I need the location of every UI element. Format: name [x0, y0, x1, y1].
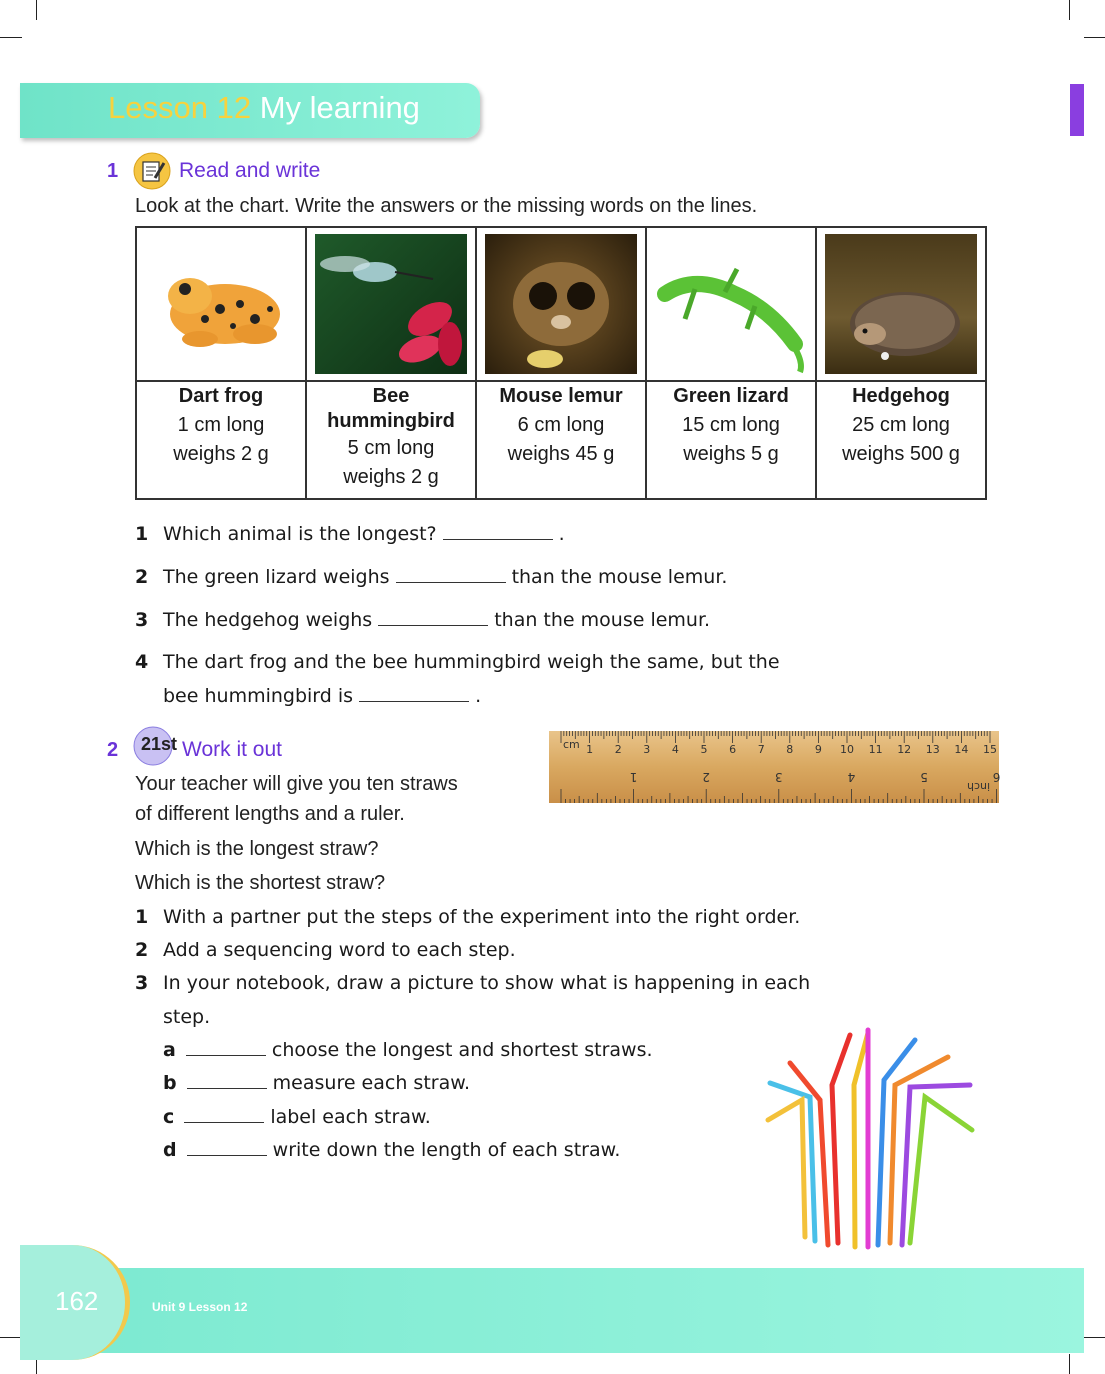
- crop-mark: [1084, 1337, 1105, 1338]
- step-number: 3: [135, 972, 149, 994]
- ruler-cm-label: 9: [814, 743, 822, 756]
- ruler-cm-label: 11: [868, 743, 883, 756]
- lesson-label: Lesson 12: [108, 90, 252, 125]
- animal-weight: weighs 5 g: [683, 443, 779, 465]
- intro-line-1: Your teacher will give you ten straws: [135, 773, 458, 795]
- question-3: [135, 609, 710, 631]
- prompt-shortest: Which is the shortest straw?: [135, 872, 386, 894]
- 21st-badge-label: 21st: [141, 734, 178, 754]
- sub-step-b: [163, 1072, 470, 1094]
- answer-blank[interactable]: [443, 525, 553, 540]
- animal-weight: weighs 500 g: [842, 443, 960, 465]
- sub-step-letter: d: [163, 1139, 177, 1161]
- animal-cell-dart-frog: [136, 381, 306, 499]
- animal-chart: [135, 226, 987, 500]
- step-3: [135, 972, 810, 994]
- intro-line-2: of different lengths and a ruler.: [135, 803, 405, 825]
- ruler-inch-label: 1: [629, 770, 638, 784]
- green-lizard-image: [655, 234, 807, 374]
- question-number: 2: [135, 566, 149, 588]
- answer-blank[interactable]: [396, 568, 506, 583]
- picture-cell: [306, 227, 476, 381]
- question-1: [135, 523, 565, 545]
- animal-weight: weighs 45 g: [507, 443, 615, 465]
- crop-mark: [1069, 0, 1070, 20]
- question-4-line2: [163, 685, 481, 707]
- step-1: [135, 906, 800, 928]
- ruler-inch-label: 4: [847, 770, 856, 784]
- question-text: bee hummingbird is: [163, 685, 354, 707]
- picture-cell: [136, 227, 306, 381]
- animal-length: 1 cm long: [177, 414, 265, 436]
- crop-mark: [0, 37, 22, 38]
- section-number: 2: [107, 739, 119, 761]
- sub-step-letter: b: [163, 1072, 177, 1094]
- question-4: [135, 651, 780, 673]
- step-2: [135, 939, 516, 961]
- answer-blank[interactable]: [359, 687, 469, 702]
- animal-length: 25 cm long: [852, 414, 950, 436]
- animal-name: Green lizard: [673, 385, 789, 407]
- picture-cell: [476, 227, 646, 381]
- step-number: 2: [135, 939, 149, 961]
- question-text-after: .: [475, 685, 482, 707]
- picture-cell: [646, 227, 816, 381]
- animal-name: Hedgehog: [852, 385, 950, 407]
- question-number: 1: [135, 523, 149, 545]
- animal-weight: weighs 2 g: [173, 443, 269, 465]
- prompt-longest: Which is the longest straw?: [135, 838, 379, 860]
- ruler-inch-label: 6: [992, 770, 1001, 784]
- ruler-cm-label: 3: [643, 743, 651, 756]
- sub-step-text: write down the length of each straw.: [272, 1139, 621, 1161]
- crop-mark: [1069, 1354, 1070, 1374]
- ruler-cm-label: 5: [700, 743, 708, 756]
- ruler-cm-unit: cm: [563, 738, 580, 751]
- ruler-inch-label: 3: [774, 770, 783, 784]
- section-title: Work it out: [182, 738, 282, 761]
- ruler-cm-label: 14: [954, 743, 969, 756]
- step-3-line2: step.: [163, 1006, 211, 1028]
- animal-cell-hedgehog: [816, 381, 986, 499]
- ruler-cm-label: 7: [757, 743, 765, 756]
- question-text: The dart frog and the bee hummingbird weigh the same, but the: [163, 651, 780, 673]
- ruler-cm-label: 10: [840, 743, 854, 756]
- ruler-cm-label: 15: [983, 743, 997, 756]
- question-2: [135, 566, 727, 588]
- sub-step-text: label each straw.: [270, 1106, 431, 1128]
- step-text: With a partner put the steps of the experiment into the right order.: [163, 906, 801, 928]
- question-text: The green lizard weighs: [163, 566, 390, 588]
- animal-cell-bee-hummingbird: [306, 381, 476, 499]
- sub-step-d: [163, 1139, 620, 1161]
- crop-mark: [0, 1337, 22, 1338]
- bee-hummingbird-image: [315, 234, 467, 374]
- crop-mark: [1084, 37, 1105, 38]
- sub-step-text: choose the longest and shortest straws.: [271, 1039, 653, 1061]
- sub-step-text: measure each straw.: [272, 1072, 471, 1094]
- question-text: Which animal is the longest?: [163, 523, 437, 545]
- animal-name: Mouse lemur: [499, 385, 623, 407]
- picture-cell: [816, 227, 986, 381]
- animal-cell-green-lizard: [646, 381, 816, 499]
- ruler-cm-label: 13: [925, 743, 940, 756]
- step-text: Add a sequencing word to each step.: [163, 939, 516, 961]
- ruler-cm-label: 8: [786, 743, 794, 756]
- ruler-cm-label: 2: [614, 743, 622, 756]
- ruler-image: [549, 731, 999, 803]
- hedgehog-image: [825, 234, 977, 374]
- answer-blank[interactable]: [378, 611, 488, 626]
- sequence-word-blank[interactable]: [187, 1074, 267, 1089]
- question-number: 3: [135, 609, 149, 631]
- dart-frog-image: [145, 234, 297, 374]
- animal-length: 6 cm long: [517, 414, 605, 436]
- ruler-inch-label: 2: [702, 770, 711, 784]
- sub-step-letter: a: [163, 1039, 176, 1061]
- animal-length: 15 cm long: [682, 414, 780, 436]
- animal-name: Bee hummingbird: [327, 385, 455, 432]
- section-instruction: Look at the chart. Write the answers or the missing words on the lines.: [135, 195, 758, 217]
- step-number: 1: [135, 906, 149, 928]
- animal-cell-mouse-lemur: [476, 381, 646, 499]
- animal-length: 5 cm long: [347, 437, 435, 459]
- question-text-after: .: [558, 523, 565, 545]
- sequence-word-blank[interactable]: [186, 1041, 266, 1056]
- animal-weight: weighs 2 g: [343, 466, 439, 488]
- question-text-after: than the mouse lemur.: [511, 566, 728, 588]
- ruler-cm-label: 6: [729, 743, 737, 756]
- ruler-cm-label: 4: [671, 743, 679, 756]
- ruler-inch-label: 5: [920, 770, 928, 784]
- straws-image: [760, 1025, 980, 1250]
- sequence-word-blank[interactable]: [184, 1108, 264, 1123]
- ruler-cm-label: 12: [897, 743, 912, 756]
- sub-step-letter: c: [163, 1106, 175, 1128]
- question-number: 4: [135, 651, 149, 673]
- ruler-cm-label: 1: [586, 743, 594, 756]
- crop-mark: [36, 0, 37, 20]
- question-text-after: than the mouse lemur.: [494, 609, 711, 631]
- notepad-pencil-icon: [133, 152, 171, 190]
- edge-tab: [1070, 84, 1084, 136]
- section-number: 1: [107, 160, 119, 182]
- sub-step-a: [163, 1039, 653, 1061]
- section-title: Read and write: [179, 159, 321, 182]
- sequence-word-blank[interactable]: [187, 1141, 267, 1156]
- step-text: In your notebook, draw a picture to show what is happening in each: [163, 972, 811, 994]
- animal-name: Dart frog: [178, 385, 264, 407]
- lesson-title: My learning: [259, 90, 420, 125]
- question-text: The hedgehog weighs: [163, 609, 373, 631]
- sub-step-c: [163, 1106, 431, 1128]
- mouse-lemur-image: [485, 234, 637, 374]
- footer-unit-label: Unit 9 Lesson 12: [152, 1300, 248, 1314]
- ruler-inch-unit: inch: [967, 780, 991, 793]
- page-number: 162: [55, 1286, 99, 1316]
- lesson-heading: [108, 90, 420, 126]
